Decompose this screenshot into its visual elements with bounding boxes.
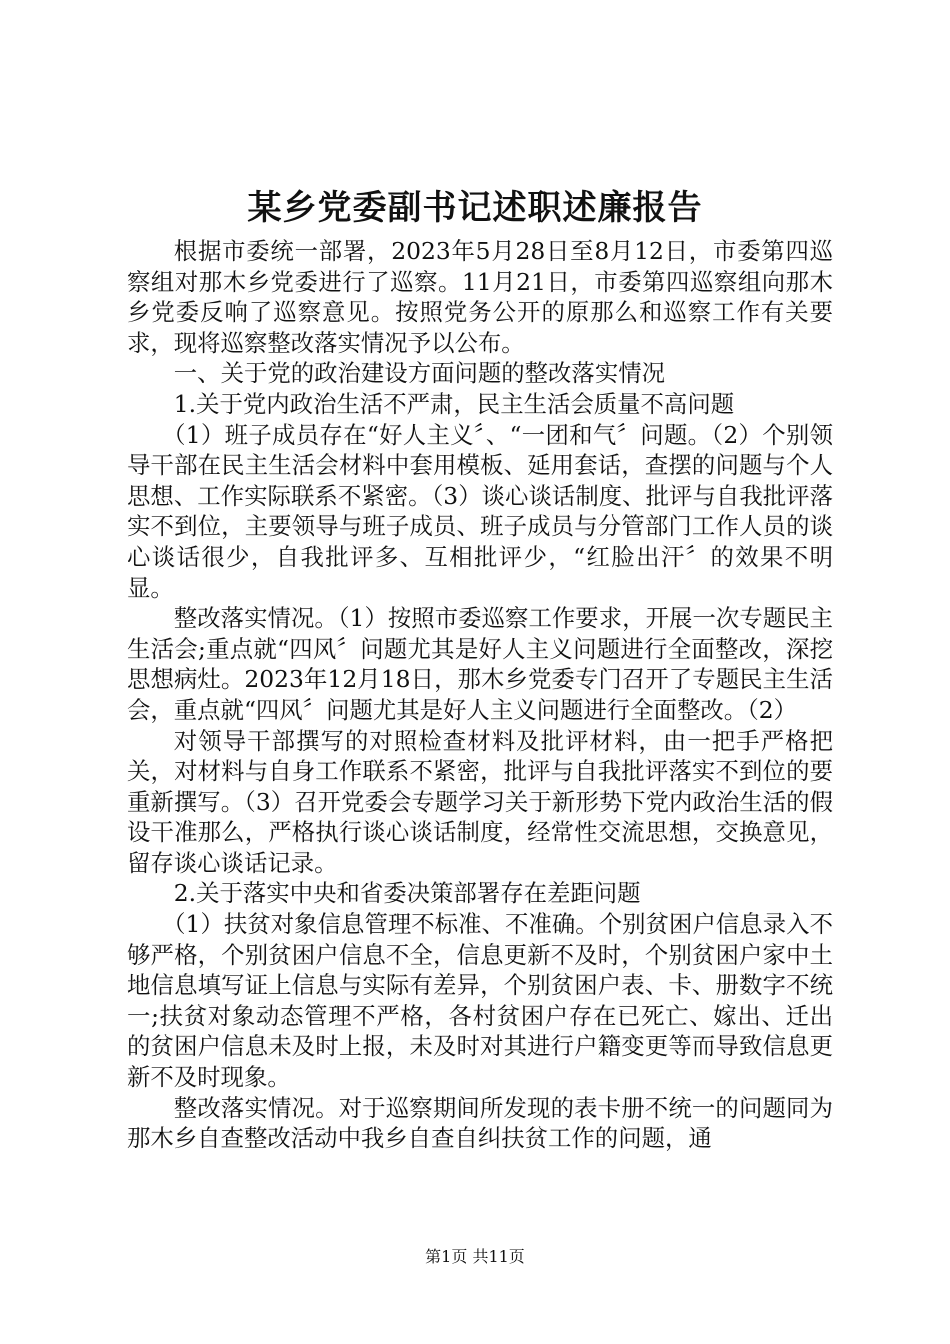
paragraph-rectification-1-cont: 对领导干部撰写的对照检查材料及批评材料，由一把手严格把关，对材料与自身工作联系不紧密，批评与自我批评落实不到位的要重新撰写。（3）召开党委会专题学习关于新形势下党内政治生活的假设干准那么，严格执行谈心谈话制度，经常性交流思想，交换意见，留存谈心谈话记录。	[127, 726, 833, 877]
subsection-heading-1-2: 2.关于落实中央和省委决策部署存在差距问题	[173, 879, 641, 908]
document-title: 某乡党委副书记述职述廉报告	[247, 188, 703, 228]
paragraph-rectification-1: 整改落实情况。（1）按照市委巡察工作要求，开展一次专题民主生活会;重点就“四风〞问题尤其是好人主义问题进行全面整改，深挖思想病灶。2023年12月18日，那木乡党委专门召开了专题民主生活会，重点就“四风〞问题尤其是好人主义问题进行全面整改。（2）	[127, 604, 833, 724]
paragraph-issues-1: （1）班子成员存在“好人主义〞、“一团和气〞问题。（2）个别领导干部在民主生活会材料中套用模板、延用套话，查摆的问题与个人思想、工作实际联系不紧密。（3）谈心谈话制度、批评与自我批评落实不到位，主要领导与班子成员、班子成员与分管部门工作人员的谈心谈话很少，自我批评多、互相批评少，“红脸出汗〞的效果不明显。	[127, 420, 833, 602]
section-heading-1: 一、关于党的政治建设方面问题的整改落实情况	[173, 359, 665, 388]
paragraph-rectification-2: 整改落实情况。对于巡察期间所发现的表卡册不统一的问题同为那木乡自查整改活动中我乡自查自纠扶贫工作的问题，通	[127, 1093, 833, 1153]
document-body	[127, 236, 833, 1154]
page-number-footer: 第1页 共11页	[425, 1247, 525, 1266]
paragraph-intro: 根据市委统一部署，2023年5月28日至8月12日，市委第四巡察组对那木乡党委进行了巡察。11月21日，市委第四巡察组向那木乡党委反响了巡察意见。按照党务公开的原那么和巡察工作有关要求，现将巡察整改落实情况予以公布。	[127, 237, 833, 357]
subsection-heading-1-1: 1.关于党内政治生活不严肃，民主生活会质量不高问题	[173, 389, 735, 418]
paragraph-issues-2: （1）扶贫对象信息管理不标准、不准确。个别贫困户信息录入不够严格，个别贫困户信息不全，信息更新不及时，个别贫困户家中土地信息填写证上信息与实际有差异，个别贫困户表、卡、册数字不统一;扶贫对象动态管理不严格，各村贫困户存在已死亡、嫁出、迁出的贫困户信息未及时上报，未及时对其进行户籍变更等而导致信息更新不及时现象。	[127, 910, 833, 1092]
